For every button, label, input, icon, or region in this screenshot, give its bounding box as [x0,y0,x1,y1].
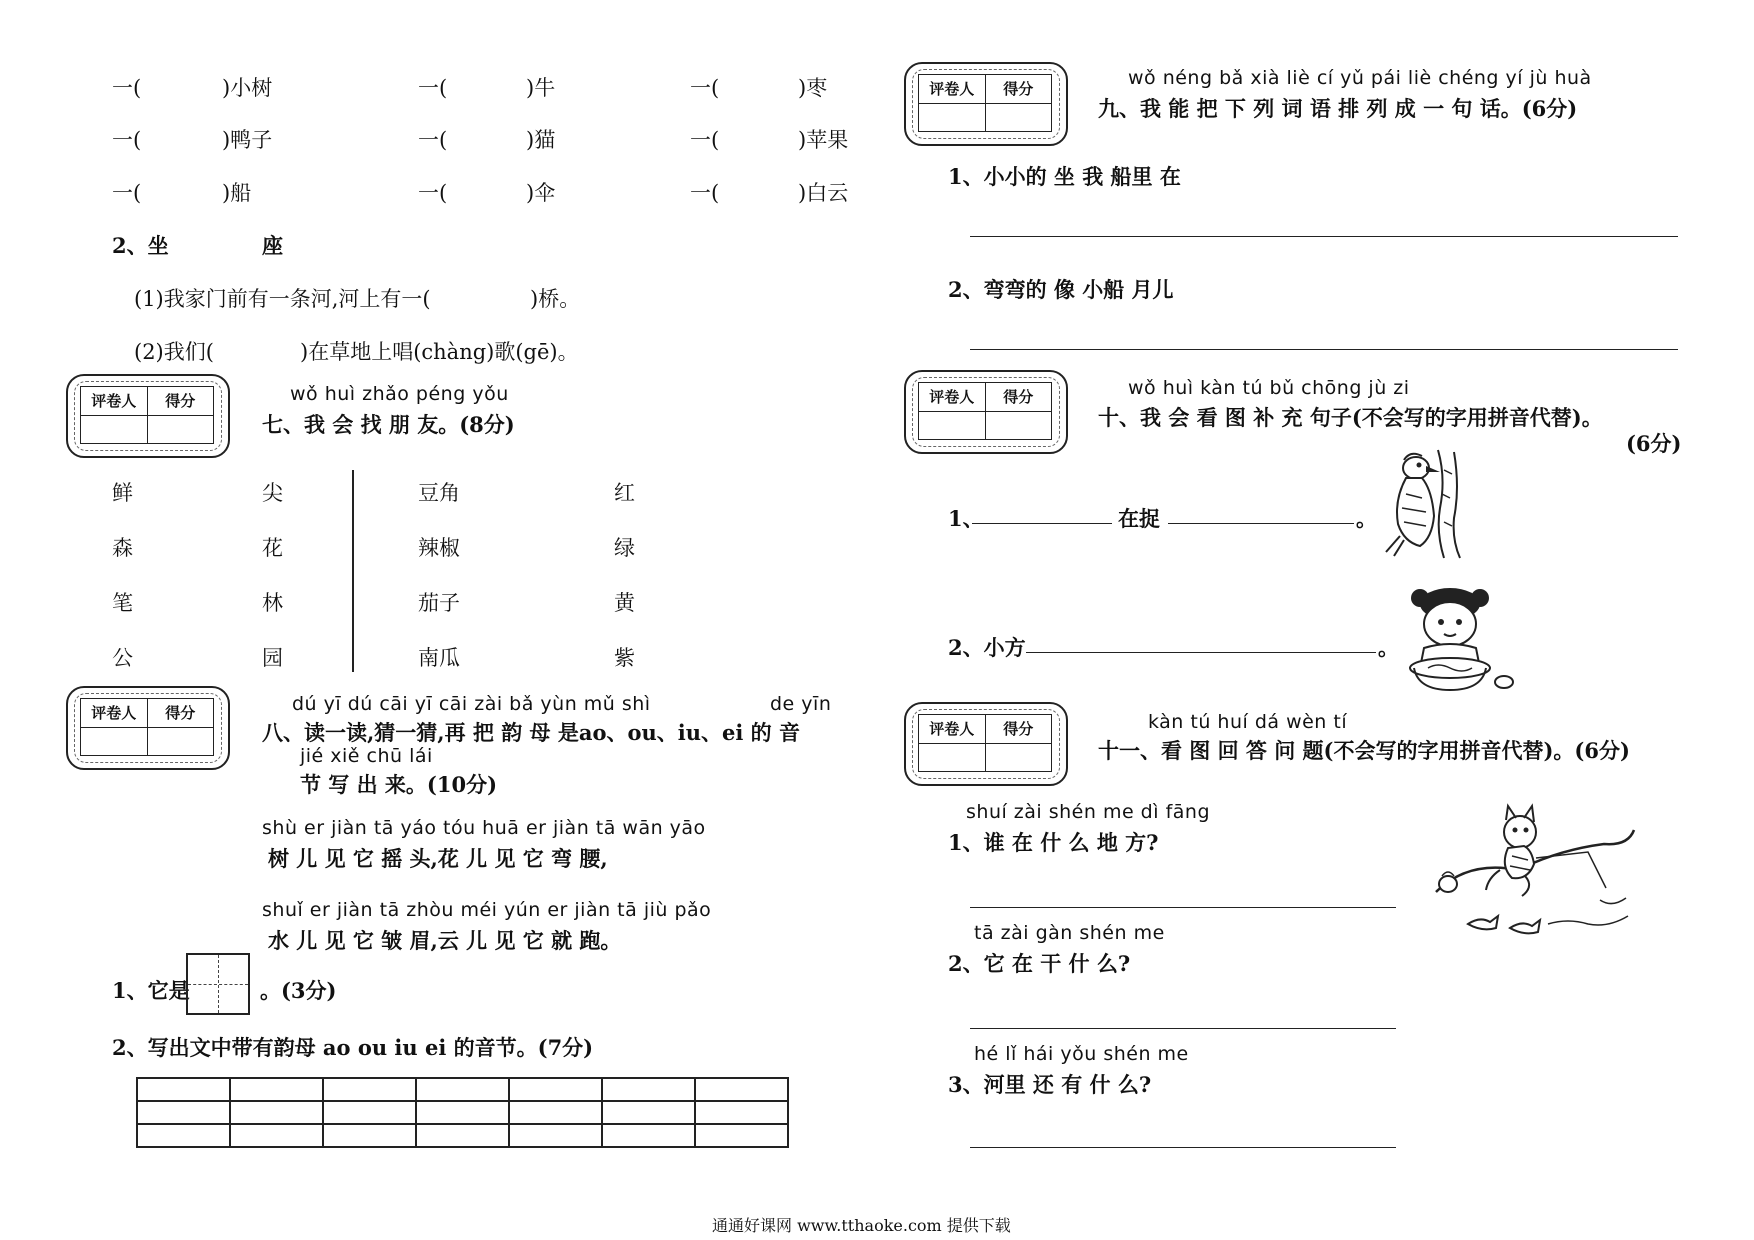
q2-sentence1-end: )桥。 [530,287,581,311]
grid-cell[interactable] [416,1078,509,1101]
sec9-q1: 1、小小的 坐 我 船里 在 [948,164,1181,189]
mw-r3-c1-open: 一( [112,181,142,205]
mw-r2-c2-open: 一( [418,128,448,152]
woodpecker-illustration [1382,448,1464,560]
sec7-c1-4: 公 [112,646,133,670]
sec8-q1-end: 。(3分) [260,978,337,1003]
cat-fishing-illustration [1428,800,1638,940]
sec10-title: 十、我 会 看 图 补 充 句子(不会写的字用拼音代替)。 [1098,405,1603,430]
poem-pinyin-line1: shù er jiàn tā yáo tóu huā er jiàn tā wān yāo [262,817,706,839]
grid-cell[interactable] [230,1078,323,1101]
poem-line2: 水 儿 见 它 皱 眉,云 儿 见 它 就 跑。 [268,928,622,953]
sec7-c2-2: 花 [262,536,283,560]
score-field[interactable] [985,743,1052,772]
sec7-c3-2: 辣椒 [418,536,460,560]
sec11-q1-answer-line[interactable] [970,907,1396,908]
grid-cell[interactable] [137,1078,230,1101]
sec9-q2-answer-line[interactable] [970,349,1678,350]
sec11-q3: 3、河里 还 有 什 么? [948,1072,1152,1097]
sec8-pinyin1b: de yīn [770,693,832,715]
grid-cell[interactable] [137,1124,230,1147]
sec8-pinyin1: dú yī dú cāi yī cāi zài bǎ yùn mǔ shì [292,693,651,715]
sec9-pinyin: wǒ néng bǎ xià liè cí yǔ pái liè chéng yí jù huà [1128,67,1592,89]
reviewer-label: 评卷人 [919,383,986,412]
sec8-pinyin2: jié xiě chū lái [300,745,433,767]
q2-word2: 座 [262,233,283,258]
sec7-c4-3: 黄 [614,591,635,615]
mw-r3-c1-noun: )船 [222,181,252,205]
grid-cell[interactable] [416,1101,509,1124]
mw-r3-c3-open: 一( [690,181,720,205]
score-label: 得分 [985,383,1052,412]
sec10-q2-prefix: 2、小方 [948,635,1026,660]
reviewer-label: 评卷人 [919,715,986,744]
sec7-c1-3: 笔 [112,591,133,615]
sec7-c1-1: 鲜 [112,481,133,505]
sec11-q3-pinyin: hé lǐ hái yǒu shén me [974,1043,1189,1065]
sec8-q2: 2、写出文中带有韵母 ao ou iu ei 的音节。(7分) [112,1035,594,1060]
sec8-title1: 八、读一读,猜一猜,再 把 韵 母 是ao、ou、iu、ei 的 音 [262,720,800,745]
sec11-pinyin: kàn tú huí dá wèn tí [1148,711,1348,733]
sec10-q1-mid: 在捉 [1118,506,1160,531]
reviewer-label: 评卷人 [919,75,986,104]
footer-credit: 通通好课网 www.tthaoke.com 提供下载 [712,1216,1011,1235]
mw-r3-c3-noun: )白云 [798,181,849,205]
reviewer-field[interactable] [81,415,148,444]
sec10-q1-prefix: 1、 [948,506,984,531]
mw-r1-c1-open: 一( [112,76,142,100]
score-box-sec11 [904,702,1068,786]
q2-title: 2、坐 [112,233,169,258]
sec10-q1-blank-object[interactable] [1168,523,1354,524]
sec9-title: 九、我 能 把 下 列 词 语 排 列 成 一 句 话。(6分) [1098,96,1578,121]
sec11-q2-pinyin: tā zài gàn shén me [974,922,1165,944]
sec7-c4-4: 紫 [614,646,635,670]
sec11-q2: 2、它 在 干 什 么? [948,951,1131,976]
score-box-sec8 [66,686,230,770]
sec10-q2-blank[interactable] [1026,652,1376,653]
mw-r3-c2-noun: )伞 [526,181,556,205]
score-field[interactable] [985,103,1052,132]
mw-r2-c3-open: 一( [690,128,720,152]
sec10-q1-blank-subject[interactable] [972,523,1112,524]
score-label: 得分 [147,699,214,728]
grid-cell[interactable] [416,1124,509,1147]
mw-r3-c2-open: 一( [418,181,448,205]
mw-r1-c3-open: 一( [690,76,720,100]
grid-cell[interactable] [230,1101,323,1124]
sec7-c2-1: 尖 [262,481,283,505]
sec9-q2: 2、弯弯的 像 小船 月儿 [948,277,1174,302]
reviewer-label: 评卷人 [81,699,148,728]
q2-sentence2-end: )在草地上唱(chàng)歌(gē)。 [300,340,579,364]
grid-cell[interactable] [323,1078,416,1101]
mw-r2-c1-noun: )鸭子 [222,128,273,152]
sec7-c1-2: 森 [112,536,133,560]
grid-cell[interactable] [323,1124,416,1147]
sec7-c4-2: 绿 [614,536,635,560]
poem-pinyin-line2: shuǐ er jiàn tā zhòu méi yún er jiàn tā jiù pǎo [262,899,712,921]
sec7-divider [352,470,354,672]
sec10-pinyin: wǒ huì kàn tú bǔ chōng jù zi [1128,377,1410,399]
sec11-title: 十一、看 图 回 答 问 题(不会写的字用拼音代替)。(6分) [1098,738,1630,763]
score-box-sec9 [904,62,1068,146]
tianzige-answer-box[interactable] [186,953,250,1015]
sec10-q1-end: 。 [1356,506,1377,531]
q2-sentence1: (1)我家门前有一条河,河上有一( [134,287,431,311]
poem-line1: 树 儿 见 它 摇 头,花 儿 见 它 弯 腰, [268,846,608,871]
mw-r1-c1-noun: )小树 [222,76,273,100]
grid-cell[interactable] [695,1124,788,1147]
grid-cell[interactable] [137,1101,230,1124]
reviewer-field[interactable] [919,411,986,440]
score-box-sec10 [904,370,1068,454]
grid-cell[interactable] [602,1101,695,1124]
mw-r1-c3-noun: )枣 [798,76,828,100]
mw-r2-c1-open: 一( [112,128,142,152]
grid-cell[interactable] [602,1078,695,1101]
sec7-c3-3: 茄子 [418,591,460,615]
grid-cell[interactable] [509,1078,602,1101]
score-field[interactable] [985,411,1052,440]
sec11-q1: 1、谁 在 什 么 地 方? [948,830,1159,855]
score-field[interactable] [147,727,214,756]
grid-cell[interactable] [695,1101,788,1124]
sec7-c3-1: 豆角 [418,481,460,505]
sec7-c4-1: 红 [614,481,635,505]
grid-cell[interactable] [695,1078,788,1101]
sec7-c2-3: 林 [262,591,283,615]
grid-cell[interactable] [323,1101,416,1124]
sec9-q1-answer-line[interactable] [970,236,1678,237]
score-label: 得分 [985,715,1052,744]
score-label: 得分 [147,387,214,416]
girl-washing-illustration [1398,584,1516,694]
syllable-answer-grid [136,1077,789,1148]
sec11-q1-pinyin: shuí zài shén me dì fāng [966,801,1210,823]
sec8-q1: 1、它是 [112,978,190,1003]
sec7-title: 七、我 会 找 朋 友。(8分) [262,412,515,437]
sec7-c2-4: 园 [262,646,283,670]
reviewer-field[interactable] [919,103,986,132]
score-field[interactable] [147,415,214,444]
sec10-points: (6分) [1626,431,1682,456]
sec7-c3-4: 南瓜 [418,646,460,670]
sec7-pinyin: wǒ huì zhǎo péng yǒu [290,383,509,405]
sec11-q2-answer-line[interactable] [970,1028,1396,1029]
mw-r2-c3-noun: )苹果 [798,128,849,152]
mw-r1-c2-open: 一( [418,76,448,100]
grid-cell[interactable] [602,1124,695,1147]
grid-cell[interactable] [230,1124,323,1147]
reviewer-field[interactable] [919,743,986,772]
mw-r1-c2-noun: )牛 [526,76,556,100]
score-box-sec7 [66,374,230,458]
grid-cell[interactable] [509,1124,602,1147]
q2-sentence2: (2)我们( [134,340,214,364]
reviewer-label: 评卷人 [81,387,148,416]
sec8-title2: 节 写 出 来。(10分) [300,772,498,797]
sec11-q3-answer-line[interactable] [970,1147,1396,1148]
mw-r2-c2-noun: )猫 [526,128,556,152]
score-label: 得分 [985,75,1052,104]
sec10-q2-end: 。 [1378,635,1399,660]
reviewer-field[interactable] [81,727,148,756]
grid-cell[interactable] [509,1101,602,1124]
